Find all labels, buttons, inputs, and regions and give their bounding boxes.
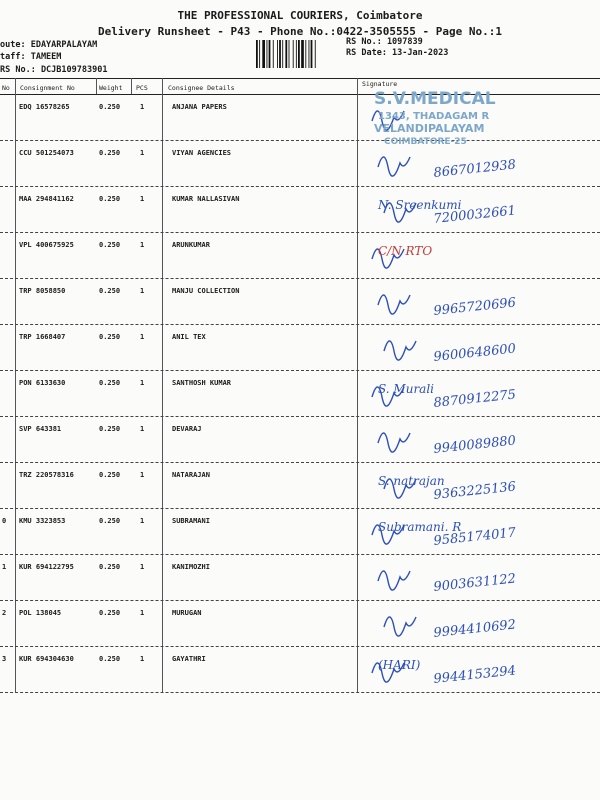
rs-date: RS Date: 13-Jan-2023	[346, 48, 449, 58]
consignment-number: SVP 643381	[19, 425, 62, 433]
consignment-number: KUR 694304630	[19, 655, 74, 663]
consignee-name: ANIL TEX	[172, 333, 206, 341]
pieces-count: 1	[140, 195, 145, 203]
svg-text:S.V.MEDICAL: S.V.MEDICAL	[374, 89, 496, 109]
signature-phone: 9944153294	[432, 663, 517, 687]
signature-scribble	[384, 341, 416, 360]
signature-name: C/N RTO	[378, 244, 433, 258]
col-consignment: Consignment No	[20, 84, 75, 92]
consignment-number: EDQ 16578265	[19, 103, 70, 111]
pieces-count: 1	[140, 103, 145, 111]
consignee-name: ANJANA PAPERS	[172, 103, 227, 111]
consignee-name: ARUNKUMAR	[172, 241, 210, 249]
weight-value: 0.250	[99, 195, 121, 203]
row-number: 1	[2, 563, 7, 571]
table-row	[0, 371, 600, 417]
consignee-name: MANJU COLLECTION	[172, 287, 240, 295]
weight-value: 0.250	[99, 517, 121, 525]
barcode-bar	[269, 40, 271, 68]
pieces-count: 1	[140, 287, 145, 295]
signature-scribble	[378, 433, 410, 452]
barcode-bar	[298, 40, 300, 68]
col-pcs: PCS	[136, 84, 148, 92]
pieces-count: 1	[140, 425, 145, 433]
signature-cell	[362, 233, 594, 279]
signature-phone: 9600648600	[432, 341, 517, 365]
signature-cell	[362, 463, 594, 509]
signature-cell	[362, 371, 594, 417]
consignment-number: CCU 501254073	[19, 149, 74, 157]
pieces-count: 1	[140, 471, 145, 479]
barcode-bar	[279, 40, 281, 68]
rs-number-right: RS No.: 1097839	[346, 37, 423, 47]
consignee-name: DEVARAJ	[172, 425, 202, 433]
signature-scribble	[378, 571, 410, 590]
table-row	[0, 555, 600, 601]
signature-name: S. natrajan	[378, 474, 445, 488]
row-number: 0	[2, 517, 7, 525]
company-title: THE PROFESSIONAL COURIERS, Coimbatore	[177, 9, 423, 22]
table-row	[0, 325, 600, 371]
table-row	[0, 509, 600, 555]
consignee-name: KANIMOZHI	[172, 563, 210, 571]
weight-value: 0.250	[99, 655, 121, 663]
weight-value: 0.250	[99, 149, 121, 157]
signature-phone: 8870912275	[432, 387, 517, 411]
pieces-count: 1	[140, 563, 145, 571]
consignee-name: NATARAJAN	[172, 471, 210, 479]
weight-value: 0.250	[99, 333, 121, 341]
rs-number-left: RS No.: DCJB109783901	[0, 65, 108, 75]
signature-phone: 8667012938	[432, 157, 517, 181]
weight-value: 0.250	[99, 471, 121, 479]
signature-cell	[362, 417, 594, 463]
signature-name: N. Sreenkumi	[378, 198, 462, 212]
signature-cell	[362, 187, 594, 233]
barcode-bar	[305, 40, 306, 68]
svg-text:VELANDIPALAYAM: VELANDIPALAYAM	[374, 122, 485, 135]
pieces-count: 1	[140, 609, 145, 617]
signature-phone: 9003631122	[432, 571, 517, 595]
barcode-bar	[282, 40, 283, 68]
pieces-count: 1	[140, 241, 145, 249]
pieces-count: 1	[140, 517, 145, 525]
weight-value: 0.250	[99, 287, 121, 295]
barcode-bar	[296, 40, 297, 68]
consignee-name: SUBRAMANI	[172, 517, 210, 525]
barcode-bar	[277, 40, 278, 68]
row-separator	[0, 692, 600, 693]
barcode-bar	[311, 40, 313, 68]
col-consignee: Consignee Details	[168, 84, 235, 92]
pieces-count: 1	[140, 655, 145, 663]
weight-value: 0.250	[99, 563, 121, 571]
barcode-bar	[293, 40, 294, 68]
signature-cell	[362, 509, 594, 555]
table-row	[0, 233, 600, 279]
table-row	[0, 647, 600, 693]
col-signature: Signature	[362, 80, 398, 88]
barcode-bar	[285, 40, 287, 68]
consignment-number: KMU 3323853	[19, 517, 66, 525]
consignment-number: TRZ 220578316	[19, 471, 74, 479]
signature-phone: 9965720696	[432, 295, 517, 319]
consignment-number: MAA 294841162	[19, 195, 74, 203]
barcode-bar	[262, 40, 265, 68]
table-top-border	[0, 78, 600, 79]
consignee-name: VIYAN AGENCIES	[172, 149, 232, 157]
row-number: 3	[2, 655, 7, 663]
barcode-bar	[315, 40, 316, 68]
pieces-count: 1	[140, 379, 145, 387]
column-divider	[96, 78, 97, 94]
weight-value: 0.250	[99, 241, 121, 249]
barcode	[255, 40, 341, 68]
svg-text:1343, THADAGAM R: 1343, THADAGAM R	[378, 111, 490, 122]
table-row	[0, 187, 600, 233]
signature-name: Subramani. R	[378, 520, 462, 534]
weight-value: 0.250	[99, 103, 121, 111]
signature-cell	[362, 555, 594, 601]
consignment-number: TRP 8058850	[19, 287, 66, 295]
weight-value: 0.250	[99, 425, 121, 433]
pieces-count: 1	[140, 333, 145, 341]
table-row	[0, 601, 600, 647]
weight-value: 0.250	[99, 609, 121, 617]
col-weight: Weight	[99, 84, 123, 92]
consignment-number: TRP 1668407	[19, 333, 66, 341]
signature-cell	[362, 279, 594, 325]
signature-name: (HARI)	[378, 658, 421, 672]
col-no: No	[2, 84, 10, 92]
signature-cell	[362, 647, 594, 693]
barcode-bar	[256, 40, 258, 68]
signature-cell	[362, 601, 594, 647]
signature-phone: 9994410692	[432, 617, 517, 641]
signature-scribble	[378, 157, 410, 176]
consignee-name: KUMAR NALLASIVAN	[172, 195, 240, 203]
consignment-number: PON 6133630	[19, 379, 66, 387]
signature-scribble	[378, 295, 410, 314]
weight-value: 0.250	[99, 379, 121, 387]
runsheet-title: Delivery Runsheet - P43 - Phone No.:0422-3505555 - Page No.:1	[98, 25, 502, 38]
signature-phone: 9363225136	[432, 479, 517, 503]
barcode-bar	[301, 40, 304, 68]
consignment-number: KUR 694122795	[19, 563, 74, 571]
svg-text:COIMBATORE-25: COIMBATORE-25	[384, 137, 467, 147]
pharmacy-stamp	[364, 86, 534, 150]
column-divider	[131, 78, 132, 94]
signature-name: S. Murali	[378, 382, 435, 396]
route-label: oute: EDAYARPALAYAM	[0, 40, 98, 50]
consignment-number: POL 138045	[19, 609, 62, 617]
signature-scribble	[384, 617, 416, 636]
consignee-name: GAYATHRI	[172, 655, 206, 663]
consignee-name: MURUGAN	[172, 609, 202, 617]
barcode-bar	[267, 40, 268, 68]
barcode-bar	[309, 40, 310, 68]
signature-phone: 9585174017	[432, 525, 517, 549]
row-number: 2	[2, 609, 7, 617]
barcode-bar	[289, 40, 290, 68]
signature-phone: 7200032661	[432, 203, 517, 227]
barcode-bar	[259, 40, 260, 68]
pieces-count: 1	[140, 149, 145, 157]
table-row	[0, 279, 600, 325]
barcode-bar	[273, 40, 274, 68]
table-row	[0, 463, 600, 509]
staff-label: taff: TAMEEM	[0, 52, 62, 62]
consignment-number: VPL 400675925	[19, 241, 74, 249]
consignee-name: SANTHOSH KUMAR	[172, 379, 232, 387]
table-row	[0, 417, 600, 463]
signature-phone: 9940089880	[432, 433, 517, 457]
signature-cell	[362, 325, 594, 371]
